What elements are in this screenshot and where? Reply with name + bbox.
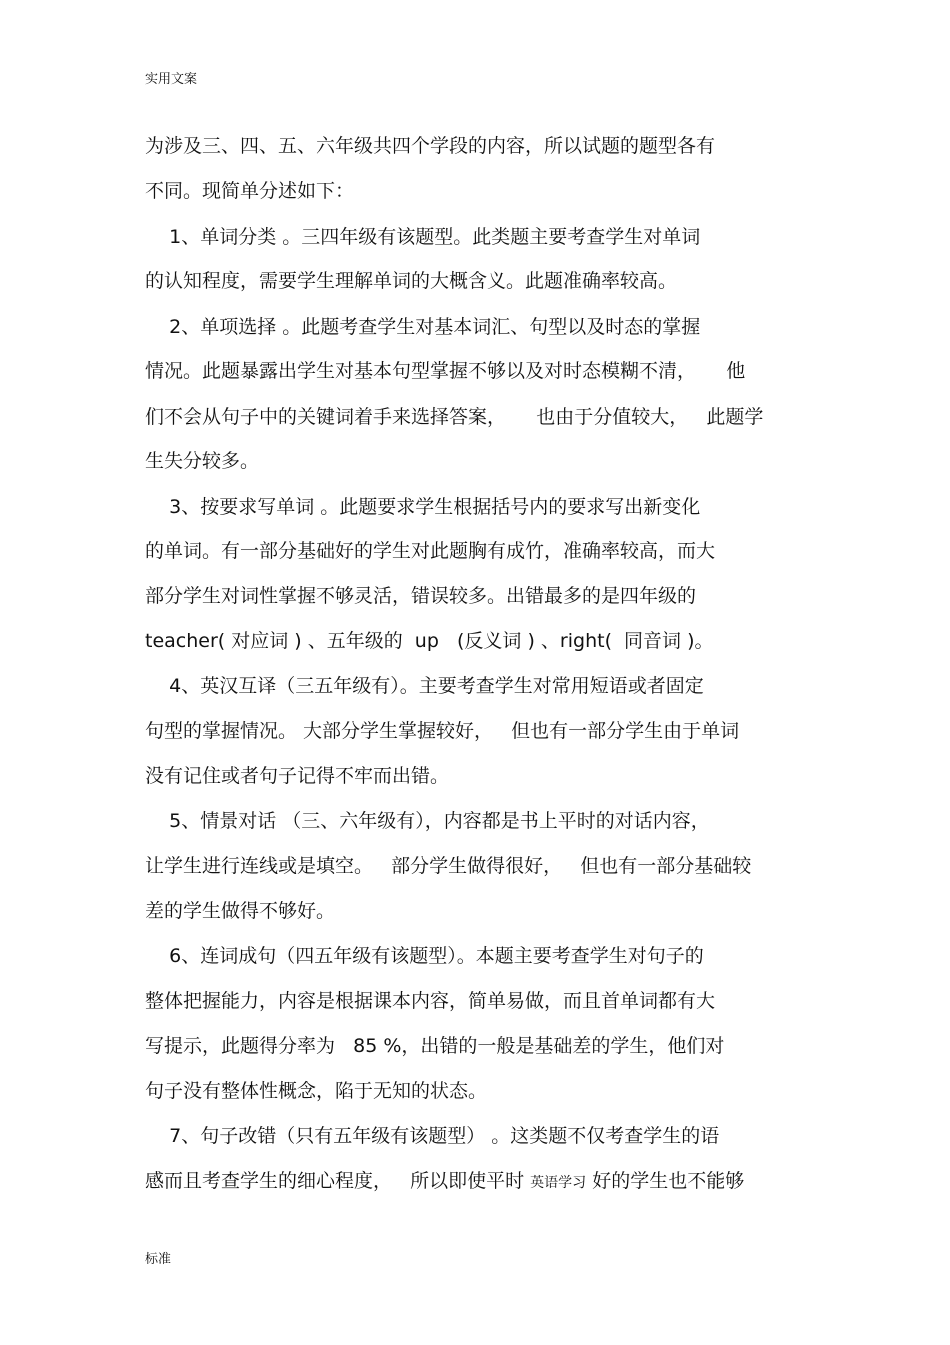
body-line: 句子没有整体性概念，陷于无知的状态。 bbox=[145, 1080, 488, 1102]
page-footer: 标准 bbox=[145, 1252, 172, 1267]
body-text: 好的学生也不能够 bbox=[586, 1170, 745, 1192]
body-line: 的认知程度，需要学生理解单词的大概含义。此题准确率较高。 bbox=[145, 270, 678, 292]
body-line: 们不会从句子中的关键词着手来选择答案， 也由于分值较大， 此题学 bbox=[145, 406, 764, 428]
body-line: 部分学生对词性掌握不够灵活，错误较多。出错最多的是四年级的 bbox=[145, 585, 697, 607]
body-line: 整体把握能力，内容是根据课本内容，简单易做，而且首单词都有大 bbox=[145, 990, 716, 1012]
body-line: 2、单项选择 。此题考查学生对基本词汇、句型以及时态的掌握 bbox=[145, 316, 701, 338]
body-line: 为涉及三、四、五、六年级共四个学段的内容，所以试题的题型各有 bbox=[145, 135, 716, 157]
body-line: 的单词。有一部分基础好的学生对此题胸有成竹，准确率较高，而大 bbox=[145, 540, 716, 562]
body-line: 3、按要求写单词 。此题要求学生根据括号内的要求写出新变化 bbox=[145, 496, 701, 518]
body-line: 6、连词成句（四五年级有该题型）。本题主要考查学生对句子的 bbox=[145, 945, 704, 967]
body-line: 5、情景对话 （三、六年级有），内容都是书上平时的对话内容， bbox=[145, 810, 710, 832]
body-line-last bbox=[145, 1168, 810, 1196]
page-header: 实用文案 bbox=[145, 72, 198, 87]
body-line: 没有记住或者句子记得不牢而出错。 bbox=[145, 765, 450, 787]
body-line: 4、英汉互译（三五年级有）。主要考查学生对常用短语或者固定 bbox=[145, 675, 704, 697]
body-line: 7、句子改错（只有五年级有该题型） 。这类题不仅考查学生的语 bbox=[145, 1125, 720, 1147]
body-line: 差的学生做得不够好。 bbox=[145, 900, 336, 922]
body-text: 感而且考查学生的细心程度， 所以即使平时 bbox=[145, 1170, 531, 1192]
body-line: 不同。现简单分述如下： bbox=[145, 180, 355, 202]
body-line: 1、单词分类 。三四年级有该题型。此类题主要考查学生对单词 bbox=[145, 226, 701, 248]
body-line: 情况。此题暴露出学生对基本句型掌握不够以及对时态模糊不清， 他 bbox=[145, 360, 746, 382]
body-line: 写提示，此题得分率为 85 %，出错的一般是基础差的学生，他们对 bbox=[145, 1035, 725, 1057]
small-text: 英语学习 bbox=[530, 1175, 587, 1191]
body-line: 让学生进行连线或是填空。 部分学生做得很好， 但也有一部分基础较 bbox=[145, 855, 752, 877]
body-line: teacher( 对应词 ) 、五年级的 up (反义词 ) 、right( 同音词 )。 bbox=[145, 630, 714, 652]
body-line: 生失分较多。 bbox=[145, 450, 260, 472]
body-line: 句型的掌握情况。 大部分学生掌握较好， 但也有一部分学生由于单词 bbox=[145, 720, 740, 742]
